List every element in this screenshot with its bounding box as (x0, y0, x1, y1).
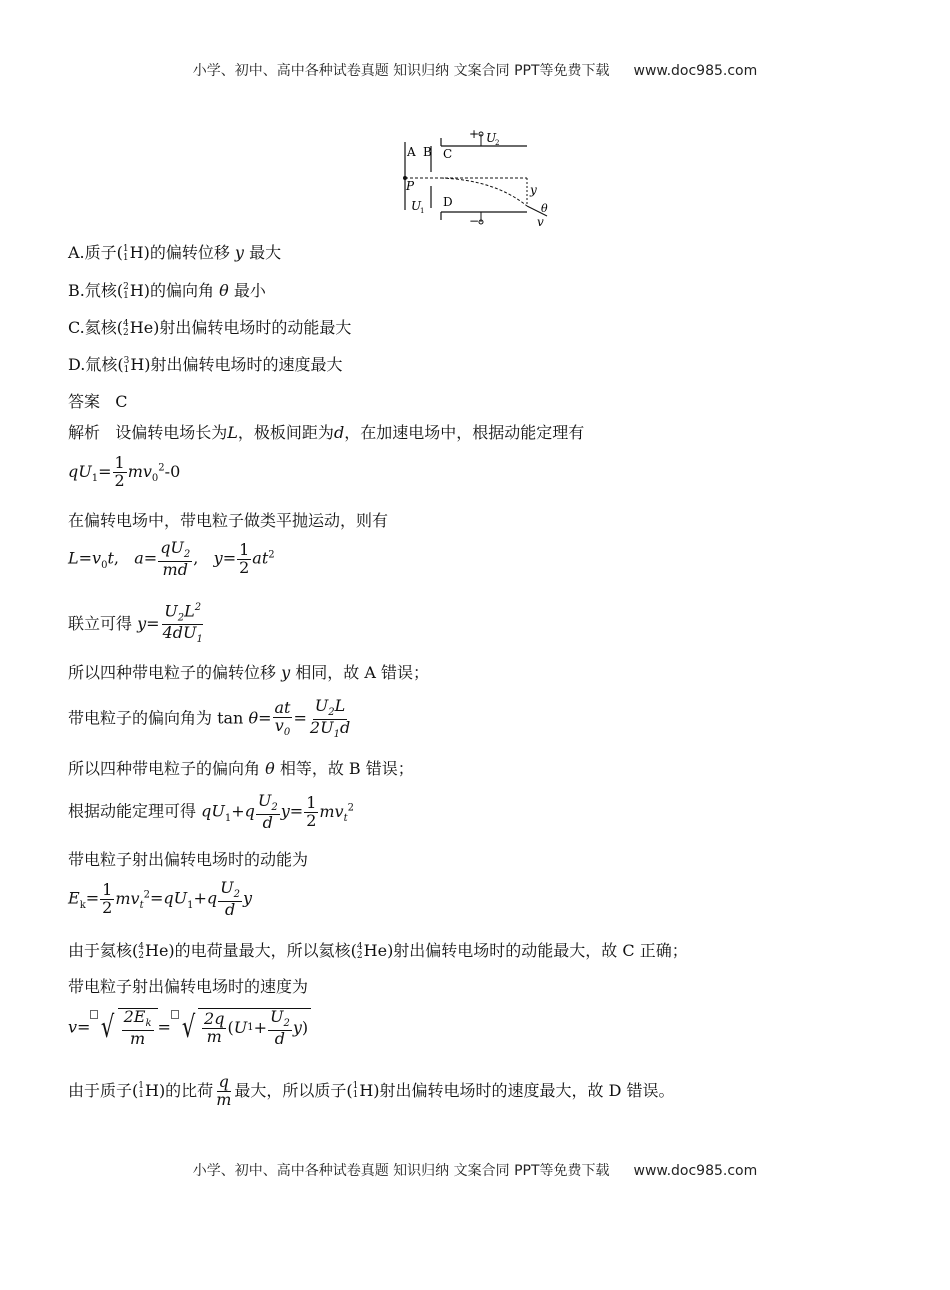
analysis-line-8: 所以四种带电粒子的偏向角 θ 相等，故 B 错误； (68, 759, 414, 778)
analysis-line-1: 解析 设偏转电场长为L，极板间距为d，在加速电场中，根据动能定理有 (68, 423, 585, 442)
answer: 答案 C (68, 392, 128, 411)
footer-text: 小学、初中、高中各种试卷真题 知识归纳 文案合同 PPT等免费下载 (192, 1163, 610, 1179)
eq-1: $qU_1=$ $\frac{1}{2}$ $mv_0^2-0$ (68, 453, 181, 490)
option-a: A.质子( 1 1 H)的偏转位移 y 最大 (68, 243, 282, 263)
analysis-line-13: 带电粒子射出偏转电场时的速度为 (68, 977, 309, 996)
eq-7: v= √ $\frac{2E_k}{m}$ = √ $\frac{2q}{m}$ ( U 1 + $\frac{U_2}{d}$ y ) (68, 1008, 311, 1047)
eq-5: 根据动能定理可得 $qU_1+q$ $\frac{U_2}{d}$ y= $\frac{1}{2}$ $mv_t^2$ (68, 791, 354, 832)
option-b: B.氘核( 2 1 H)的偏向角 θ 最小 (68, 281, 266, 301)
page-header (0, 60, 950, 80)
label-theta: θ (541, 202, 548, 215)
label-u2: U (486, 131, 497, 145)
header-text: 小学、初中、高中各种试卷真题 知识归纳 文案合同 PPT等免费下载 (192, 63, 610, 79)
label-minus: − (469, 214, 480, 228)
label-u1-sub: 1 (420, 207, 425, 215)
deflection-diagram (395, 128, 565, 228)
eq-6: $E_k=$ $\frac{1}{2}$ $mv_t^2=qU_1+q$ $\frac{U_2}{d}$ y (68, 878, 253, 919)
option-d: D.氚核( 3 1 H)射出偏转电场时的速度最大 (68, 355, 343, 375)
analysis-line-15: 由于质子( 1 1 H)的比荷 $\frac{q}{m}$ 最大，所以质子( 1 1 H)射出偏转电场时的速度最大，故 D 错误。 (68, 1072, 675, 1109)
analysis-line-6: 所以四种带电粒子的偏转位移 y 相同，故 A 错误； (68, 663, 429, 682)
eq-2: $L=v_0t$, a= $\frac{qU_2}{md}$ , y= $\frac{1}{2}$ $at^2$ (68, 538, 275, 579)
header-site: www.doc985.com (633, 63, 758, 79)
label-d: D (443, 195, 453, 209)
label-y: y (530, 183, 537, 197)
label-u2-sub: 2 (495, 139, 500, 147)
label-c: C (443, 147, 453, 161)
label-b: B (423, 145, 432, 159)
label-u1: U (411, 199, 422, 213)
label-plus: + (469, 128, 480, 141)
label-a: A (407, 145, 416, 159)
footer-site: www.doc985.com (633, 1163, 758, 1179)
option-c: C.氦核( 4 2 He)射出偏转电场时的动能最大 (68, 318, 352, 338)
eq-4: 带电粒子的偏向角为 tan θ= $\frac{at}{v_0}$ = $\frac{U_2L}{2U_1d}$ (68, 696, 351, 740)
analysis-line-12: 由于氦核( 4 2 He)的电荷量最大，所以氦核( 4 2 He)射出偏转电场时的动能最大，故 C 正确； (68, 941, 688, 961)
analysis-line-3: 在偏转电场中，带电粒子做类平抛运动，则有 (68, 511, 389, 530)
label-p: P (406, 179, 415, 193)
page-footer (0, 1160, 950, 1180)
label-v: v (537, 215, 544, 228)
analysis-line-10: 带电粒子射出偏转电场时的动能为 (68, 850, 309, 869)
eq-3: 联立可得 y= $\frac{U_2L^2}{4dU_1}$ (68, 601, 203, 646)
